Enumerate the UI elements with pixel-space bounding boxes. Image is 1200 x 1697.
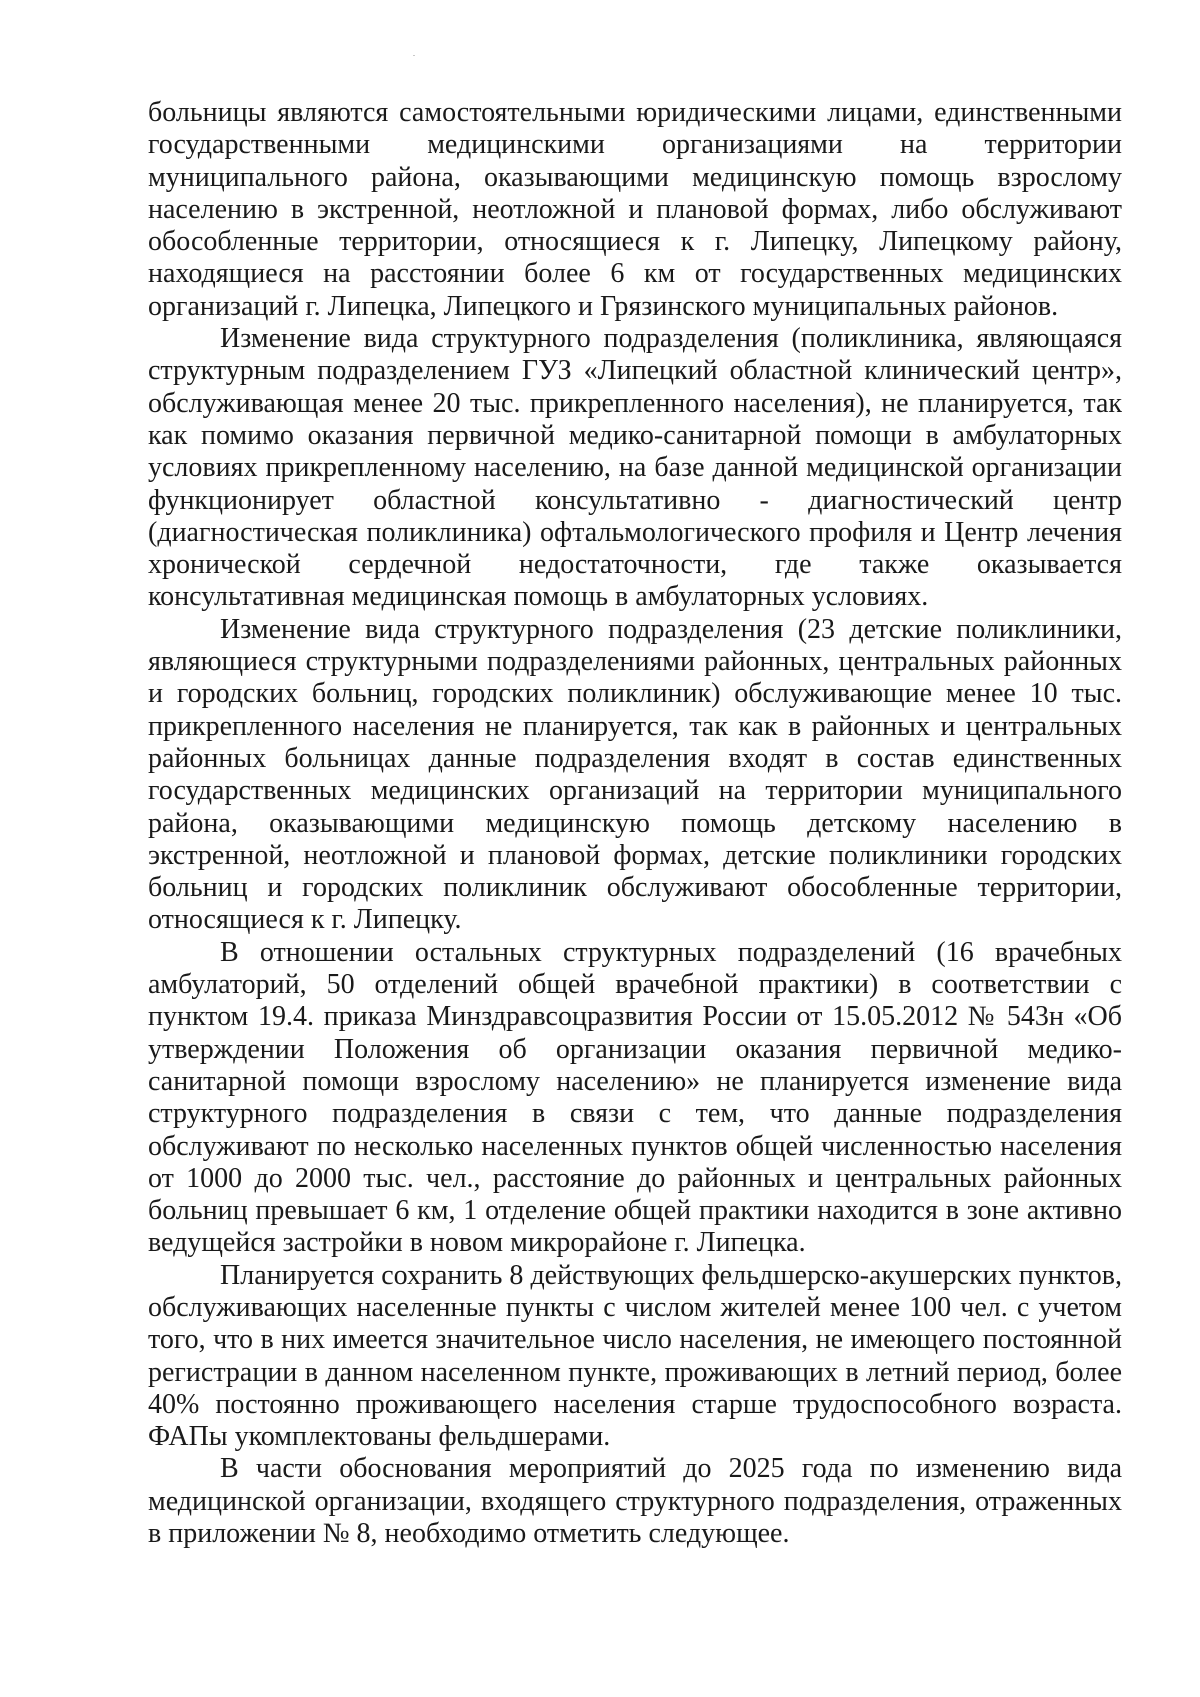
scan-speck (413, 55, 415, 56)
paragraph-childrens-polyclinics: Изменение вида структурного подразделения (23 детские поликлиники, являющиеся структурными подразделениями районных, центральных районных и городских больниц, городских поликлиник) обслуживающие менее 10 тыс. прикрепленного населения не планируется, так как в районных и центральных районных больницах данные подразделения входят в состав единственных государственных медицинских организаций на территории муниципального района, оказывающими медицинскую помощь детскому населению в экстренной, неотложной и плановой формах, детские поликлиники городских больниц и городских поликлиник обслуживают обособленные территории, относящиеся к г. Липецку. (148, 613, 1122, 936)
paragraph-hospitals-continued: больницы являются самостоятельными юридическими лицами, единственными государственными медицинскими организациями на территории муниципального района, оказывающими медицинскую помощь взрослому населению в экстренной, неотложной и плановой формах, либо обслуживают обособленные территории, относящиеся к г. Липецку, Липецкому району, находящиеся на расстоянии более 6 км от государственных медицинских организаций г. Липецка, Липецкого и Грязинского муниципальных районов. (148, 97, 1122, 322)
paragraph-justification-2025: В части обоснования мероприятий до 2025 года по изменению вида медицинской организации, входящего структурного подразделения, отраженных в приложении № 8, необходимо отметить следующее. (148, 1453, 1122, 1550)
paragraph-other-subdivisions: В отношении остальных структурных подразделений (16 врачебных амбулаторий, 50 отделений общей врачебной практики) в соответствии с пунктом 19.4. приказа Минздравсоцразвития России от 15.05.2012 № 543н «Об утверждении Положения об организации оказания первичной медико-санитарной помощи взрослому населению» не планируется изменение вида структурного подразделения в связи с тем, что данные подразделения обслуживают по несколько населенных пунктов общей численностью населения от 1000 до 2000 тыс. чел., расстояние до районных и центральных районных больниц превышает 6 км, 1 отделение общей практики находится в зоне активно ведущейся застройки в новом микрорайоне г. Липецка. (148, 936, 1122, 1259)
paragraph-feldsher-points: Планируется сохранить 8 действующих фельдшерско-акушерских пунктов, обслуживающих населенные пункты с числом жителей менее 100 чел. с учетом того, что в них имеется значительное число населения, не имеющего постоянной регистрации в данном населенном пункте, проживающих в летний период, более 40% постоянно проживающего населения старше трудоспособного возраста. ФАПы укомплектованы фельдшерами. (148, 1259, 1122, 1453)
document-page (148, 97, 1122, 1550)
paragraph-polyclinic: Изменение вида структурного подразделения (поликлиника, являющаяся структурным подразделением ГУЗ «Липецкий областной клинический центр», обслуживающая менее 20 тыс. прикрепленного населения), не планируется, так как помимо оказания первичной медико-санитарной помощи в амбулаторных условиях прикрепленному населению, на базе данной медицинской организации функционирует областной консультативно - диагностический центр (диагностическая поликлиника) офтальмологического профиля и Центр лечения хронической сердечной недостаточности, где также оказывается консультативная медицинская помощь в амбулаторных условиях. (148, 323, 1122, 613)
